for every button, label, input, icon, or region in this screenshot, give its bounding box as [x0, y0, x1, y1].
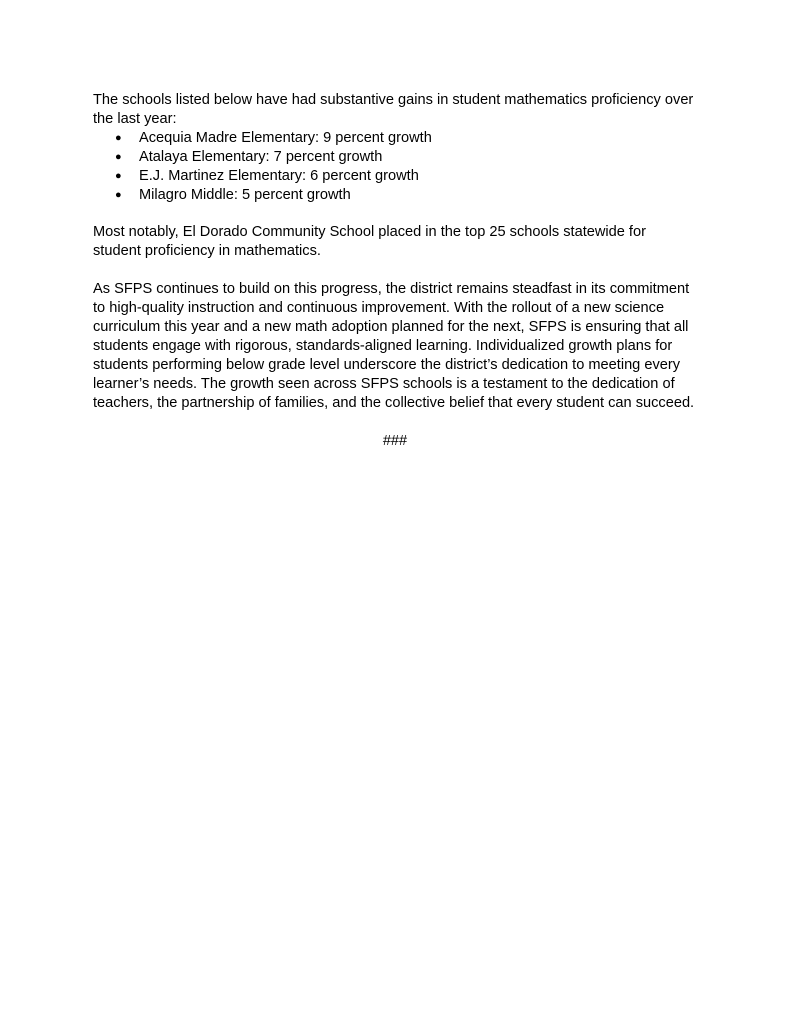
paragraph-spacer: [93, 204, 697, 223]
list-item-text: Milagro Middle: 5 percent growth: [139, 186, 351, 203]
list-item: [93, 167, 697, 186]
closing-paragraph: As SFPS continues to build on this progress, the district remains steadfast in its commitment to high-quality instruction and continuous improvement. With the rollout of a new science curriculum this year and a new math adoption planned for the next, SFPS is ensuring that all students engage with rigorous, standards-aligned learning. Individualized growth plans for students performing below grade level underscore the district’s dedication to meeting every learner’s needs. The growth seen across SFPS schools is a testament to the dedication of teachers, the partnership of families, and the collective belief that every student can succeed.: [93, 281, 695, 411]
list-item: [93, 186, 697, 205]
bullet-icon: ●: [115, 169, 122, 182]
bullet-icon: ●: [115, 188, 122, 201]
list-item: [93, 148, 697, 167]
end-mark: ###: [382, 432, 408, 449]
list-item-text: Acequia Madre Elementary: 9 percent growth: [139, 129, 432, 146]
bullet-icon: ●: [115, 150, 122, 163]
document-body: [93, 91, 697, 451]
list-item-text: E.J. Martinez Elementary: 6 percent growth: [139, 167, 419, 184]
paragraph-spacer: [93, 261, 697, 280]
bullet-icon: ●: [115, 131, 122, 144]
school-growth-list: [93, 129, 697, 205]
notable-paragraph: Most notably, El Dorado Community School placed in the top 25 schools statewide for student proficiency in mathematics.: [93, 224, 646, 260]
paragraph-spacer: [93, 413, 697, 432]
intro-paragraph: The schools listed below have had substantive gains in student mathematics proficiency over the last year:: [93, 92, 694, 127]
list-item-text: Atalaya Elementary: 7 percent growth: [139, 148, 383, 165]
list-item: [93, 129, 697, 148]
